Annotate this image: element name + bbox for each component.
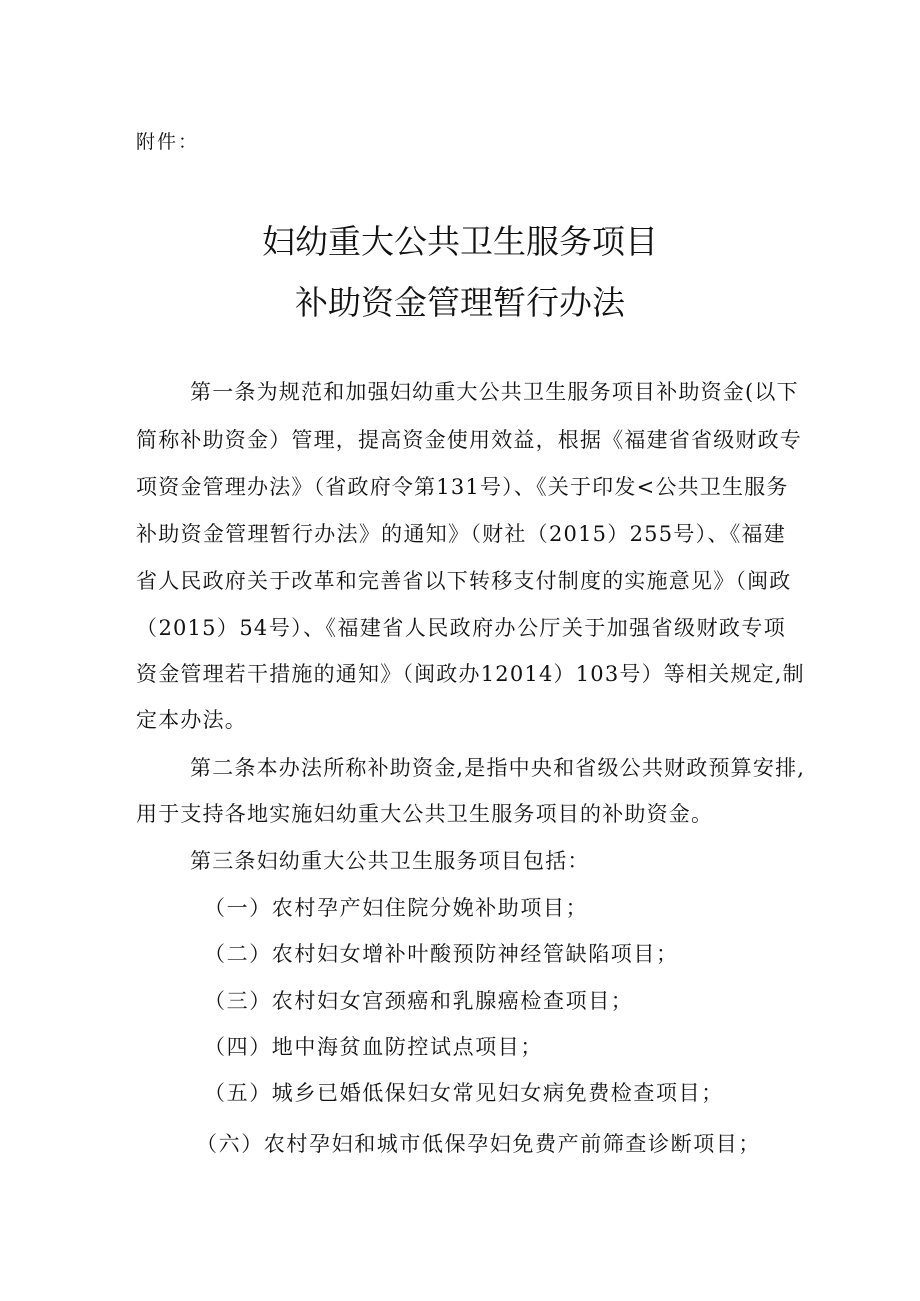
article-3-intro: 第三条妇幼重大公共卫生服务项目包括： <box>190 849 590 873</box>
article-1-line: 补助资金管理暂行办法》的通知》（财社（2015）255号）、《福建 <box>136 522 786 546</box>
list-item: （五）城乡已婚低保妇女常见妇女病免费检查项目； <box>204 1081 724 1105</box>
list-item: （一）农村孕产妇住院分娩补助项目； <box>204 896 589 920</box>
document-title-line-2: 补助资金管理暂行办法 <box>295 283 625 322</box>
article-1-line: 项资金管理办法》（省政府令第131号）、《关于印发<公共卫生服务 <box>136 475 789 499</box>
attachment-label: 附件： <box>136 131 200 153</box>
list-item: （四）地中海贫血防控试点项目； <box>204 1035 543 1059</box>
article-1-line: 定本办法。 <box>136 708 247 732</box>
article-1-line: （2015）54号）、《福建省人民政府办公厅关于加强省级财政专项 <box>136 616 786 640</box>
list-item: （三）农村妇女宫颈癌和乳腺癌检查项目； <box>204 989 634 1013</box>
list-item: （二）农村妇女增补叶酸预防神经管缺陷项目； <box>204 942 679 966</box>
article-1-line: 省人民政府关于改革和完善省以下转移支付制度的实施意见》（闽政 <box>136 569 792 593</box>
article-2-line: 用于支持各地实施妇幼重大公共卫生服务项目的补助资金。 <box>136 802 714 826</box>
article-2-line: 第二条本办法所称补助资金,是指中央和省级公共财政预算安排, <box>190 756 806 780</box>
article-1-line: 简称补助资金）管理，提高资金使用效益，根据《福建省省级财政专 <box>136 428 802 452</box>
list-item: （六）农村孕妇和城市低保孕妇免费产前筛查诊断项目； <box>196 1132 761 1156</box>
document-title-line-1: 妇幼重大公共卫生服务项目 <box>262 222 658 261</box>
article-1-line: 资金管理若干措施的通知》（闽政办12014）103号）等相关规定,制 <box>136 662 805 686</box>
article-1-line: 第一条为规范和加强妇幼重大公共卫生服务项目补助资金(以下 <box>190 380 799 404</box>
